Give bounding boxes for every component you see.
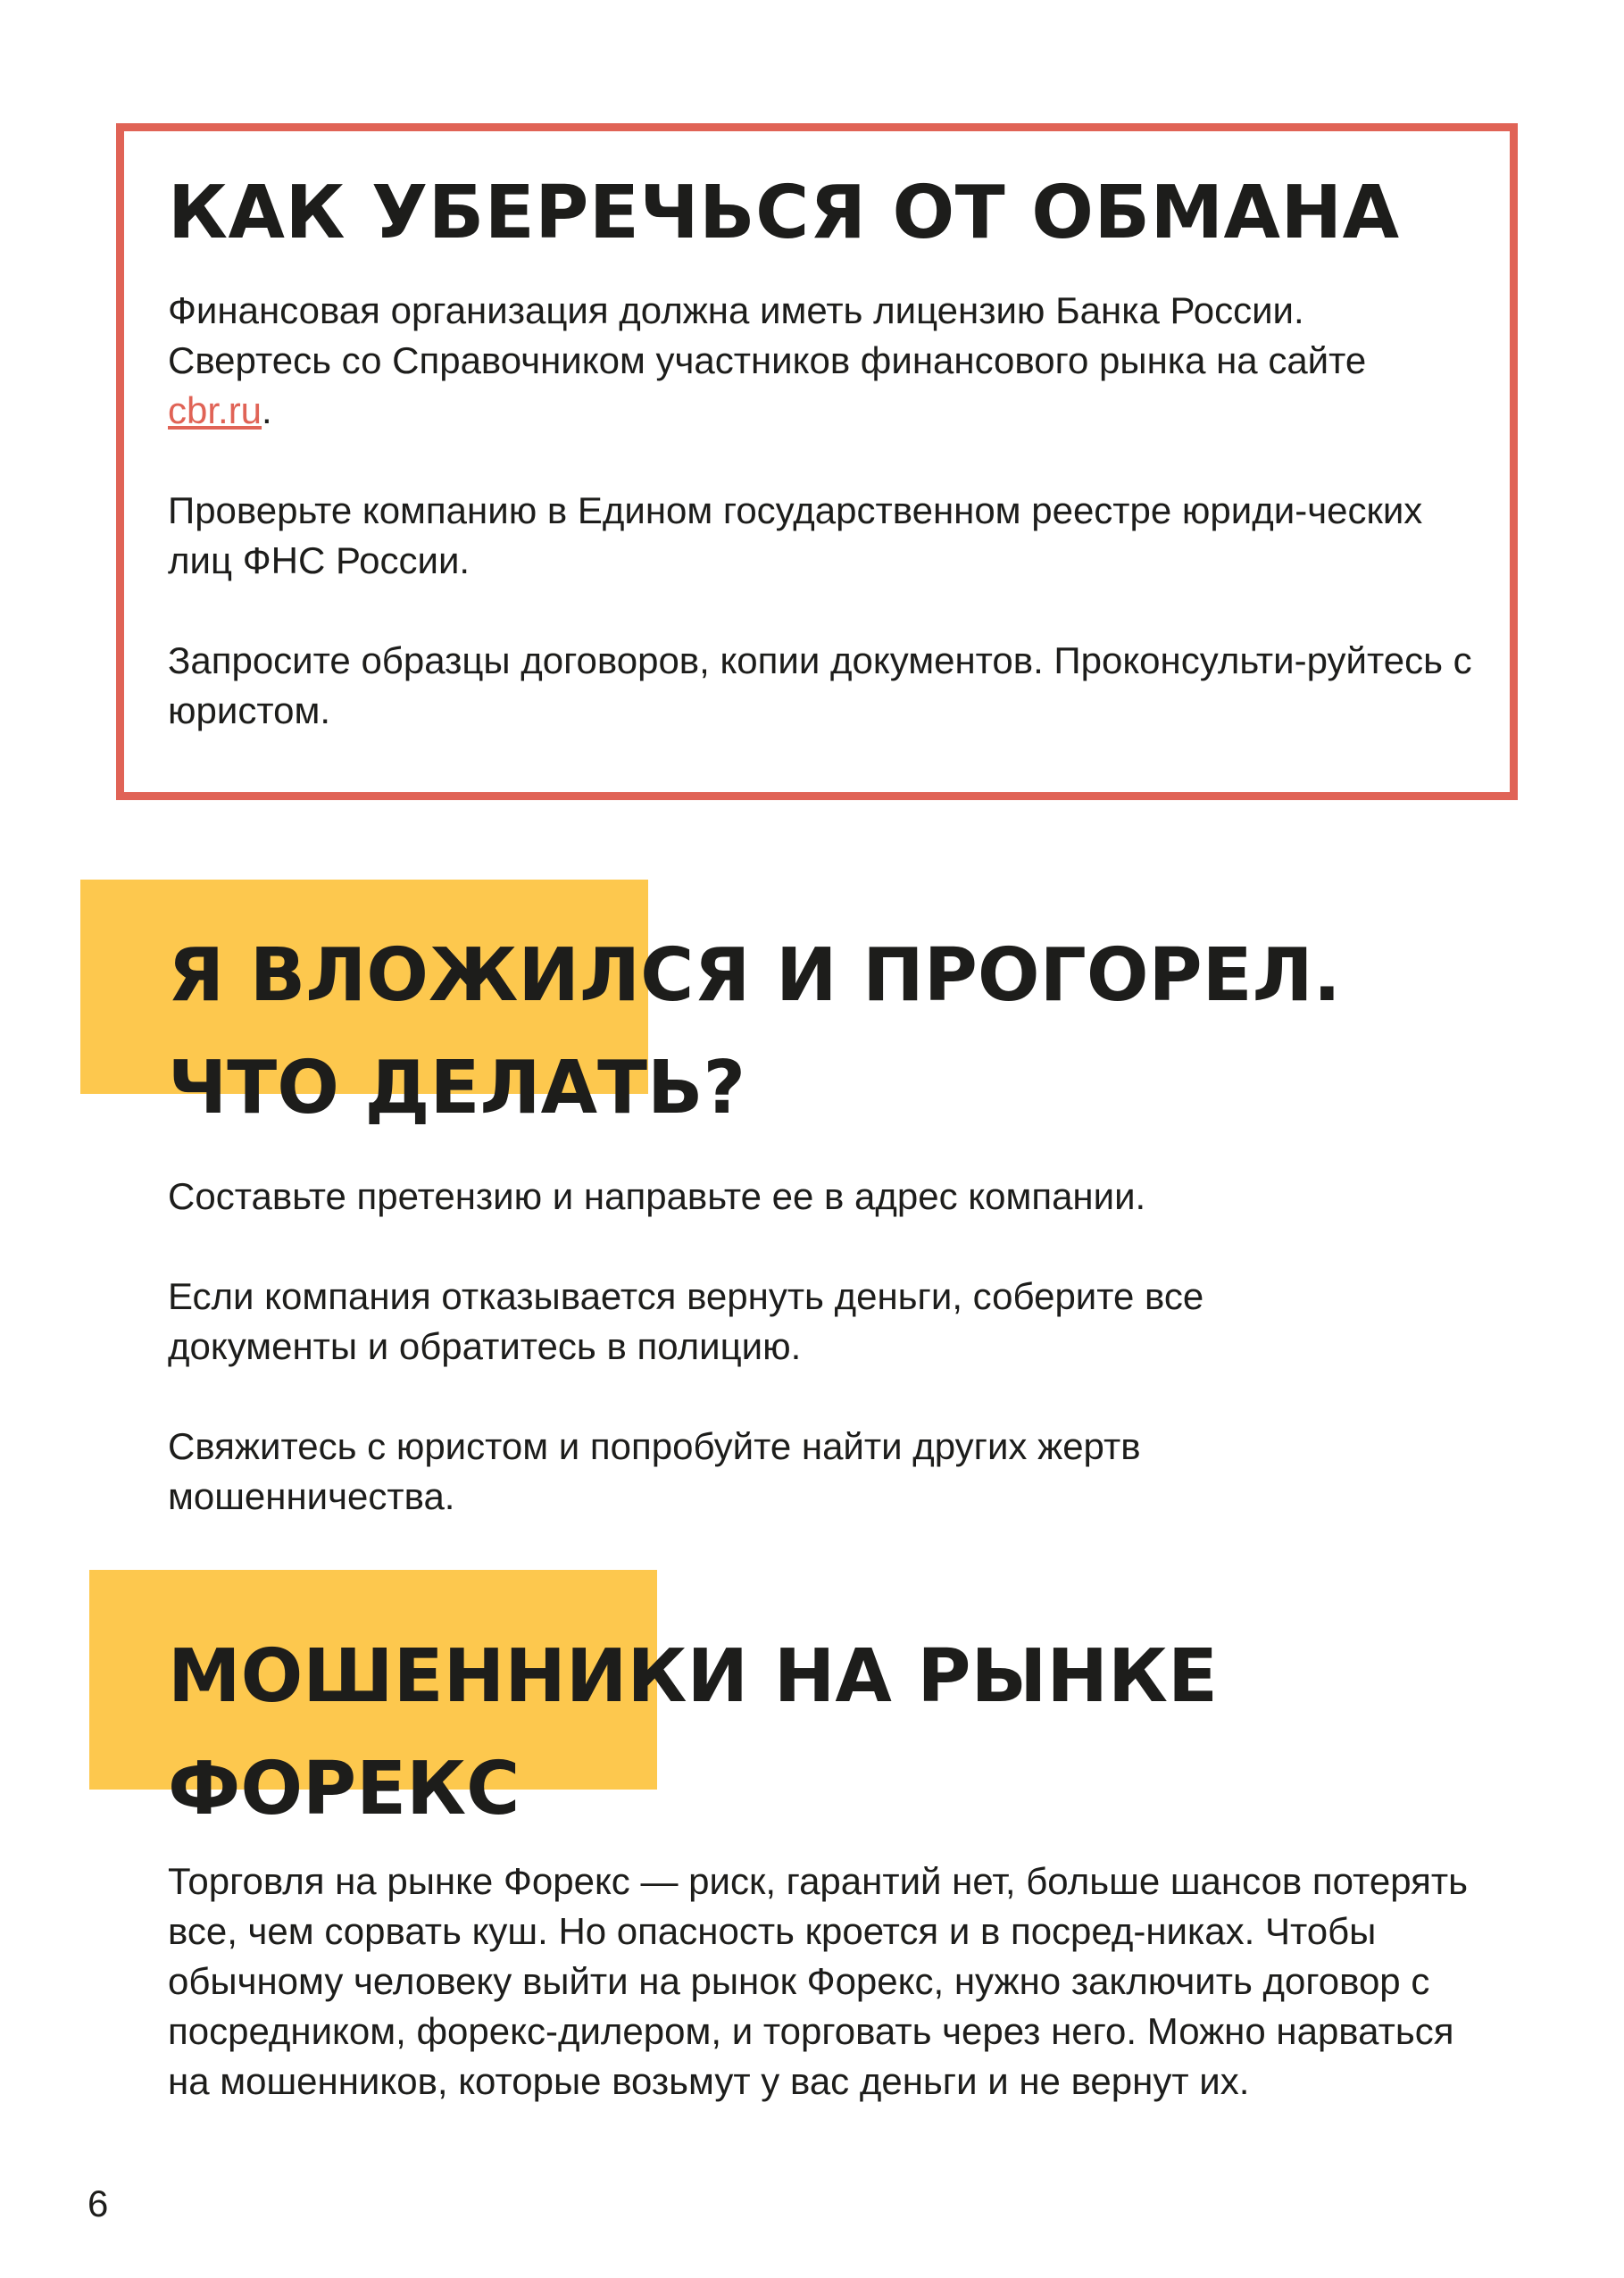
- section-title-line-2: ФОРЕКС: [168, 1747, 521, 1832]
- lawyer-paragraph: Свяжитесь с юристом и попробуйте найти других жертв мошенничества.: [168, 1425, 1141, 1517]
- license-paragraph: [168, 286, 1471, 436]
- section-title-forex: [168, 1621, 1507, 1846]
- license-text: Финансовая организация должна иметь лицензию Банка России. Свертесь со Справочником участников финансового рынка на сайте: [168, 289, 1367, 381]
- section-title-lost-money: [168, 920, 1507, 1145]
- license-text-end: .: [262, 389, 272, 431]
- documents-paragraph: Запросите образцы договоров, копии документов. Проконсульти-руйтесь с юристом.: [168, 639, 1472, 731]
- section-forex: [168, 1621, 1507, 2157]
- cbr-link[interactable]: cbr.ru: [168, 389, 262, 431]
- section-title-avoid-fraud: КАК УБЕРЕЧЬСЯ ОТ ОБМАНА: [168, 171, 1400, 255]
- section-title-line-2: ЧТО ДЕЛАТЬ?: [168, 1046, 746, 1131]
- page-number: 6: [87, 2182, 109, 2224]
- forex-paragraph: Торговля на рынке Форекс — риск, гарантий нет, больше шансов потерять все, чем сорвать куш. Но опасность кроется и в посред-никах. Чтобы обычному человеку выйти на рынок Форекс, нужно заключить договор с посредником, форекс-дилером, и торговать через него. Можно нарваться на мошенников, которые возьмут у вас деньги и не вернут их.: [168, 1860, 1468, 2102]
- claim-paragraph: Составьте претензию и направьте ее в адрес компании.: [168, 1175, 1146, 1217]
- registry-paragraph: Проверьте компанию в Едином государственном реестре юриди-ческих лиц ФНС России.: [168, 489, 1423, 581]
- section-lost-money: [168, 920, 1507, 1572]
- section-title-line-1: Я ВЛОЖИЛСЯ И ПРОГОРЕЛ.: [168, 933, 1341, 1018]
- section-avoid-fraud: [168, 171, 1489, 786]
- section-title-line-1: МОШЕННИКИ НА РЫНКЕ: [168, 1634, 1219, 1719]
- police-paragraph: Если компания отказывается вернуть деньги, соберите все документы и обратитесь в полицию.: [168, 1275, 1204, 1367]
